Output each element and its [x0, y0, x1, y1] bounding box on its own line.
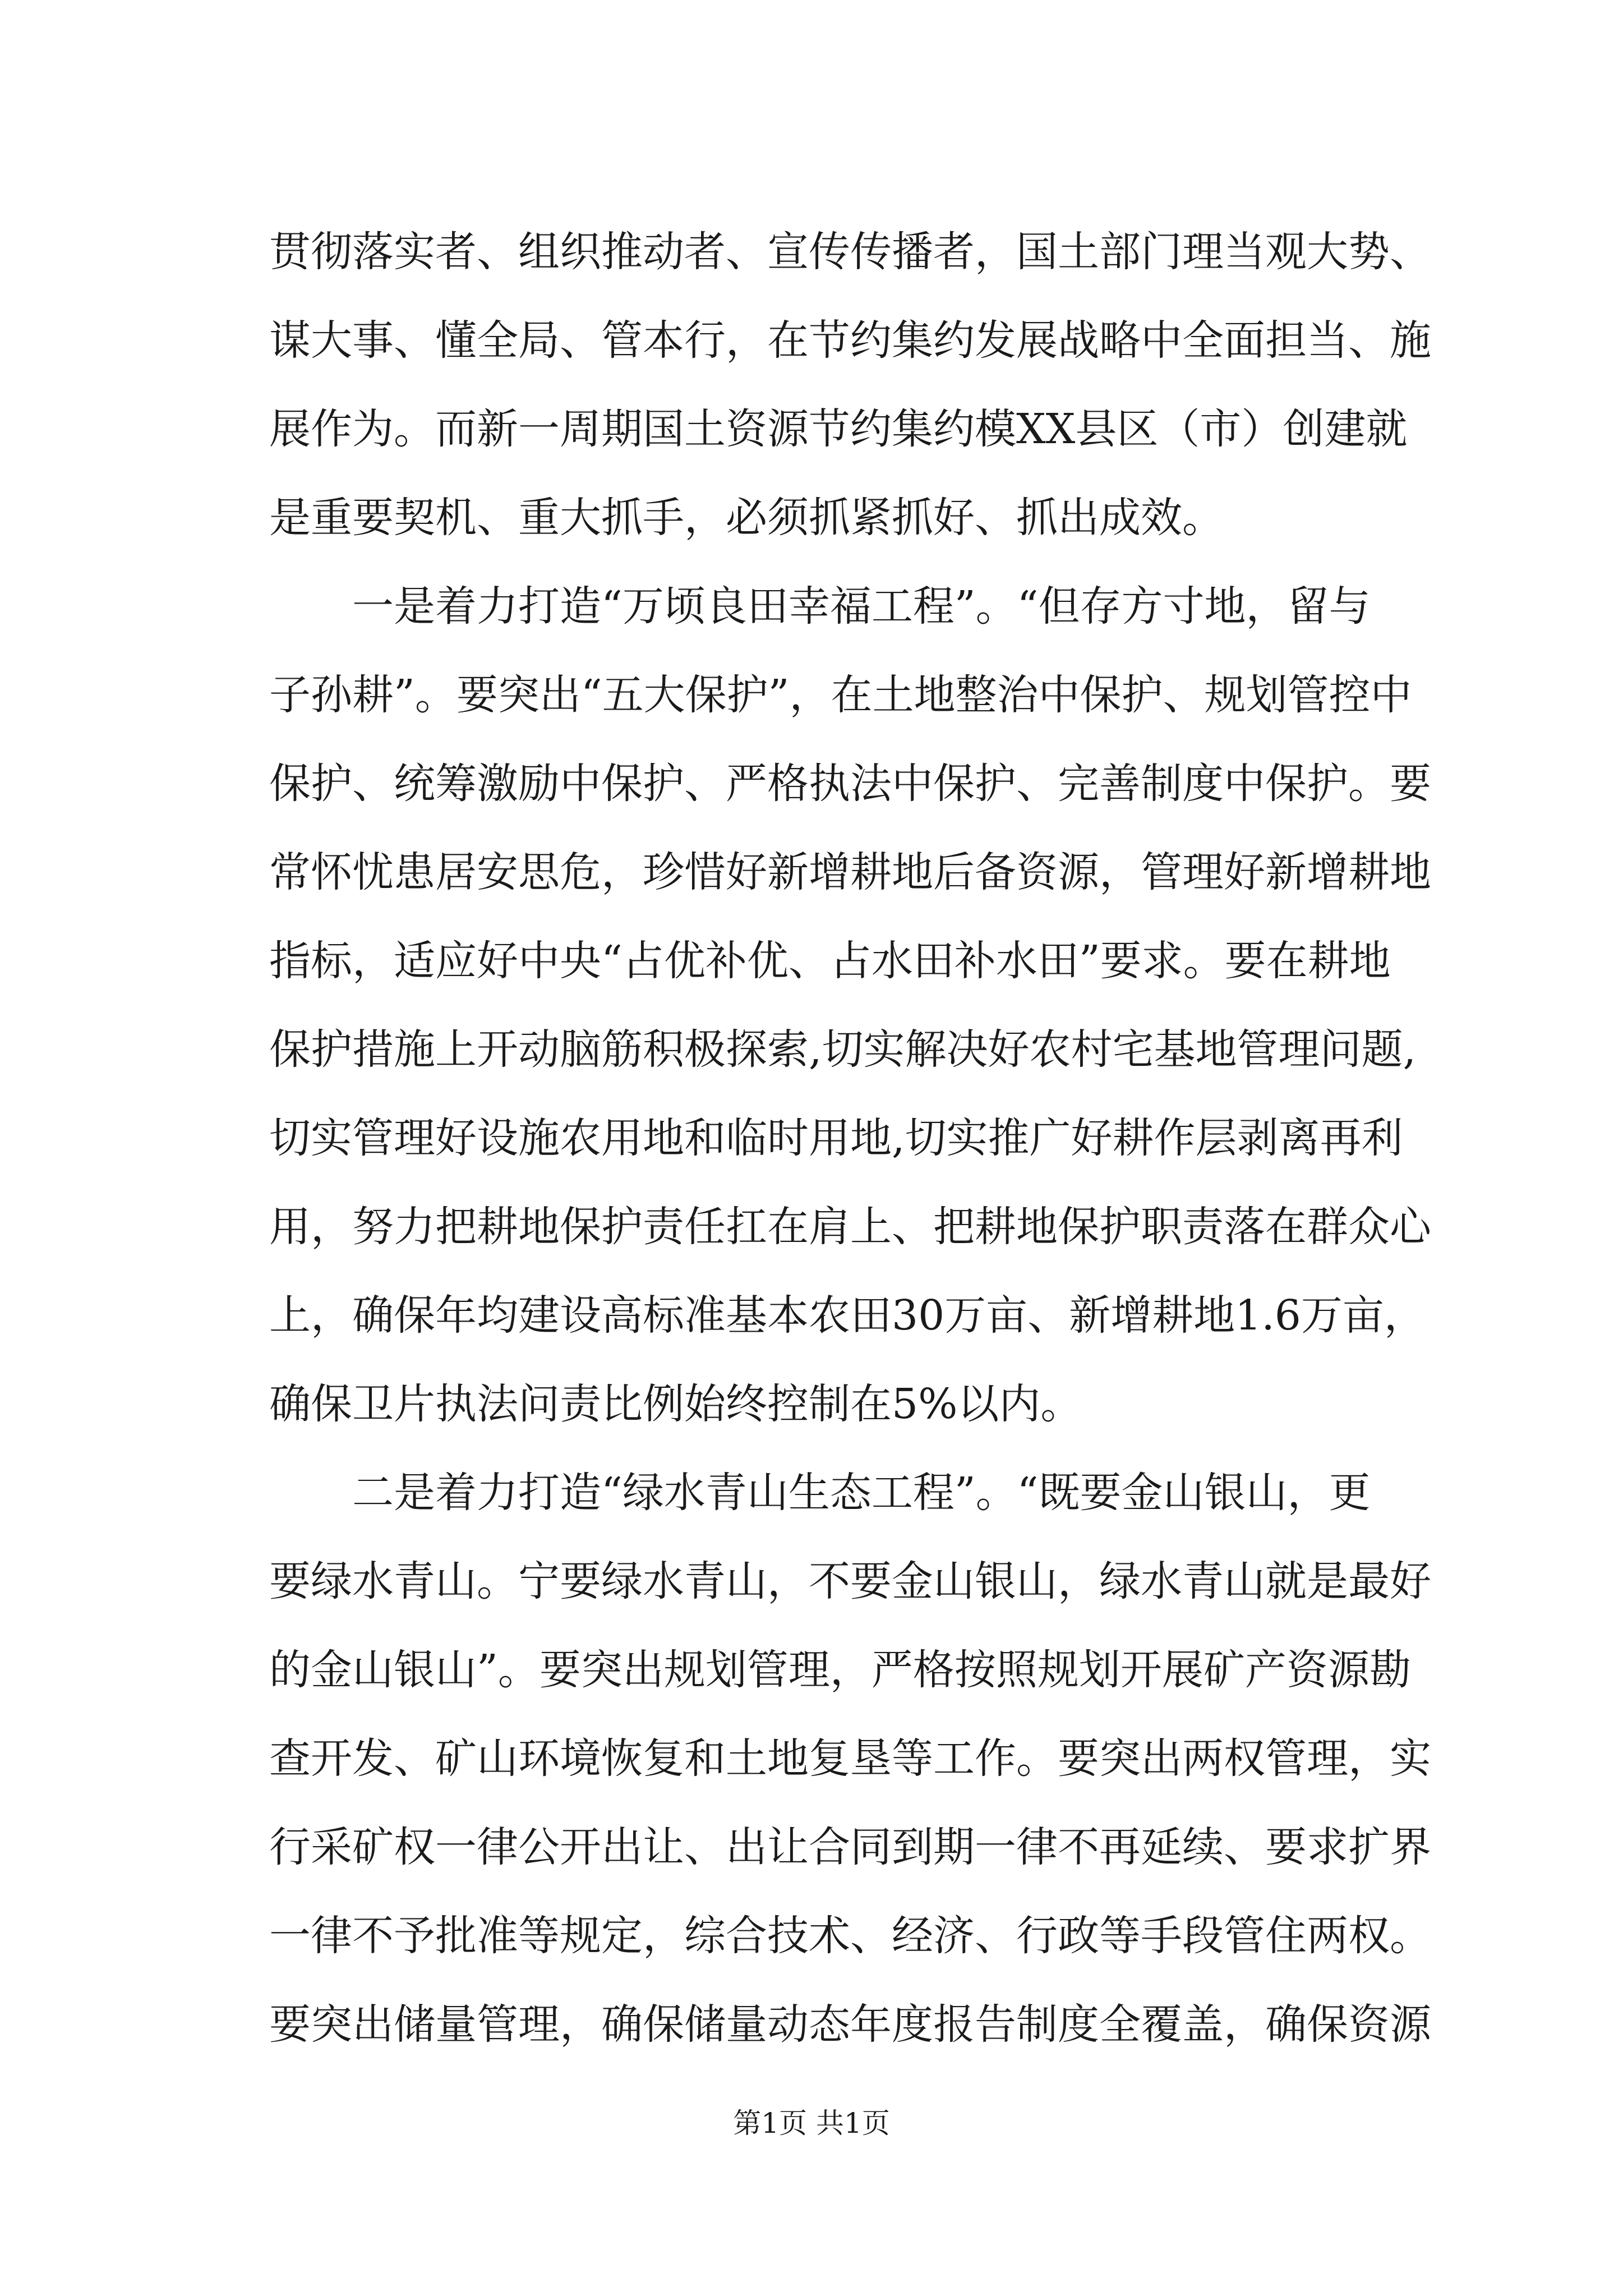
- document-body: [269, 208, 1431, 2069]
- text-line: 保护、统筹激励中保护、严格执法中保护、完善制度中保护。要: [269, 760, 1431, 808]
- text-line: 确保卫片执法问责比例始终控制在5%以内。: [269, 1380, 1082, 1428]
- text-line: 要突出储量管理，确保储量动态年度报告制度全覆盖，确保资源: [269, 2000, 1431, 2049]
- text-line: 保护措施上开动脑筋积极探索,切实解决好农村宅基地管理问题,: [269, 1025, 1417, 1074]
- text-line: 是重要契机、重大抓手，必须抓紧抓好、抓出成效。: [269, 494, 1224, 542]
- text-line: 谋大事、懂全局、管本行，在节约集约发展战略中全面担当、施: [269, 316, 1431, 365]
- text-line: 的金山银山”。要突出规划管理，严格按照规划开展矿产资源勘: [269, 1646, 1411, 1694]
- text-line: 切实管理好设施农用地和临时用地,切实推广好耕作层剥离再利: [269, 1114, 1403, 1162]
- text-line: 指标，适应好中央“占优补优、占水田补水田”要求。要在耕地: [269, 937, 1391, 985]
- text-line: 查开发、矿山环境恢复和土地复垦等工作。要突出两权管理，实: [269, 1734, 1431, 1783]
- text-line: 上，确保年均建设高标准基本农田30万亩、新增耕地1.6万亩，: [269, 1291, 1426, 1340]
- text-line: 一是着力打造“万顷良田幸福工程”。“但存方寸地，留与: [269, 582, 1371, 631]
- text-line: 行采矿权一律公开出让、出让合同到期一律不再延续、要求扩界: [269, 1823, 1431, 1871]
- text-line: 贯彻落实者、组织推动者、宣传传播者，国土部门理当观大势、: [269, 228, 1431, 276]
- page-footer: 第1页 共1页: [733, 2107, 890, 2139]
- text-line: 要绿水青山。宁要绿水青山，不要金山银山，绿水青山就是最好: [269, 1557, 1431, 1605]
- text-line: 子孙耕”。要突出“五大保护”，在土地整治中保护、规划管控中: [269, 671, 1412, 719]
- text-line: 二是着力打造“绿水青山生态工程”。“既要金山银山，更: [269, 1469, 1371, 1517]
- text-line: 用，努力把耕地保护责任扛在肩上、把耕地保护职责落在群众心: [269, 1203, 1431, 1251]
- text-line: 一律不予批准等规定，综合技术、经济、行政等手段管住两权。: [269, 1912, 1431, 1960]
- text-line: 展作为。而新一周期国土资源节约集约模XX县区（市）创建就: [269, 405, 1408, 453]
- text-line: 常怀忧患居安思危，珍惜好新增耕地后备资源，管理好新增耕地: [269, 848, 1431, 896]
